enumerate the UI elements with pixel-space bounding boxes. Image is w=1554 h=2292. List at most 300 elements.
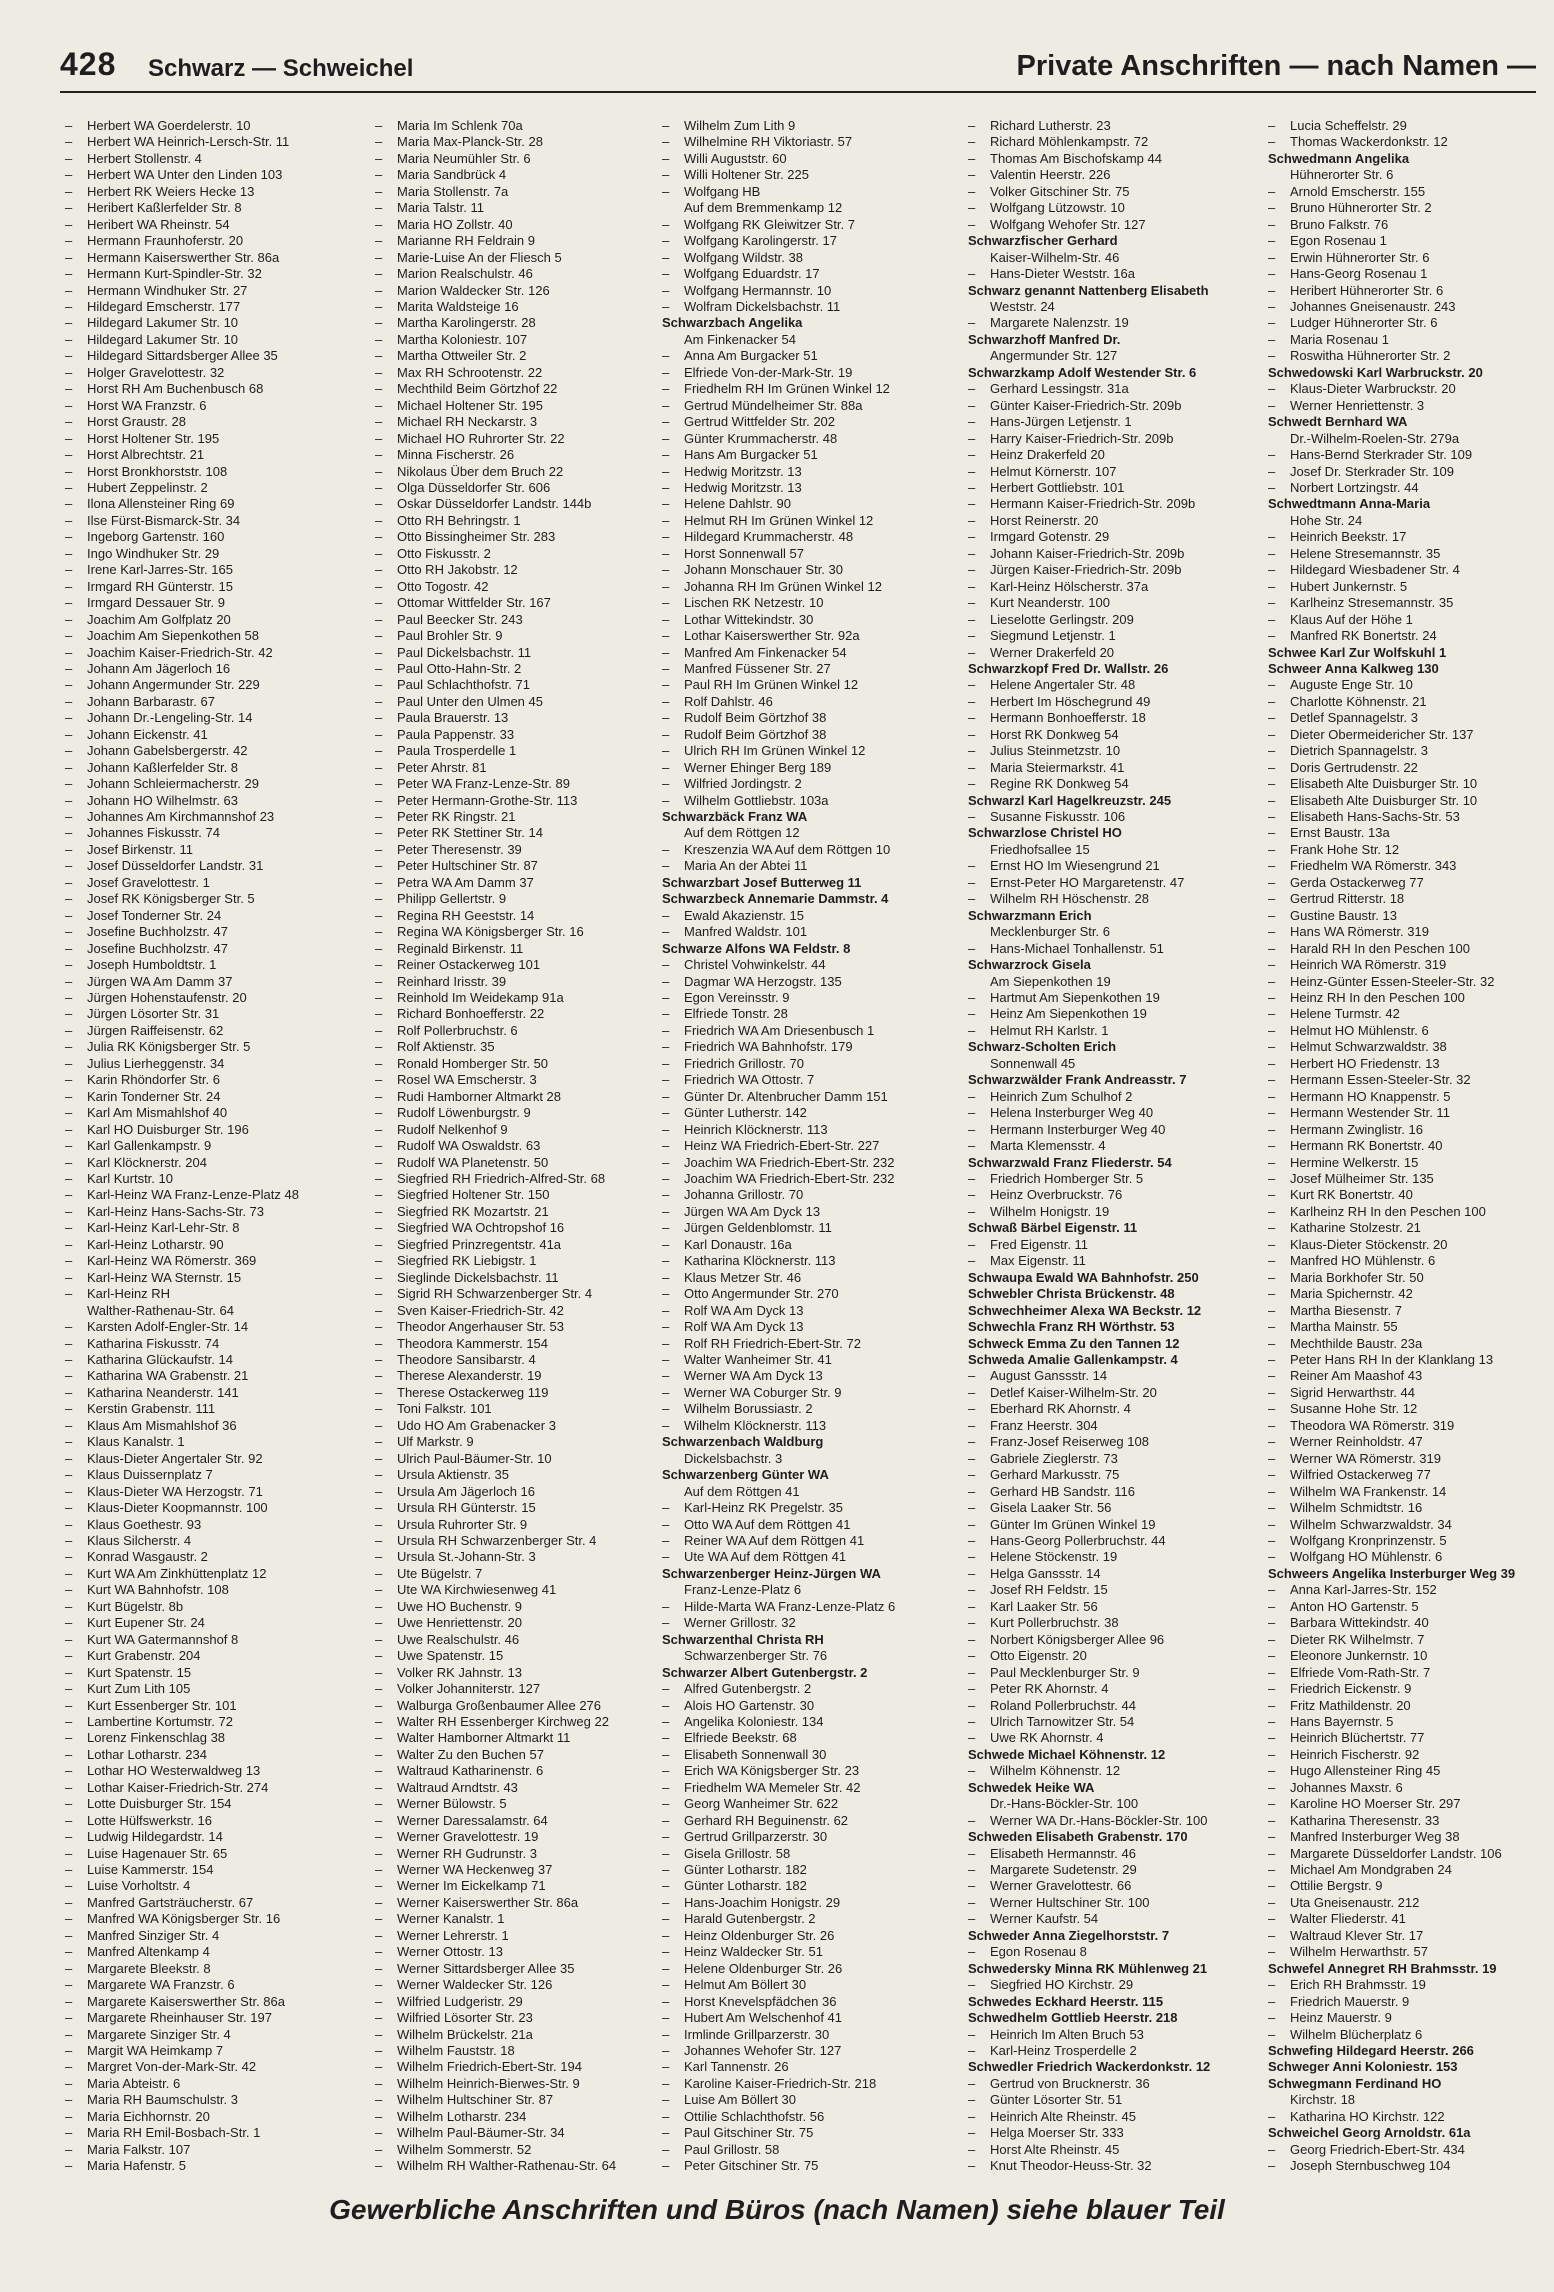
directory-entry: – Horst Alte Rheinstr. 45	[968, 2142, 1253, 2158]
directory-entry: – Ute WA Auf dem Röttgen 41	[662, 1549, 947, 1565]
directory-entry: – Luise Kammerstr. 154	[65, 1862, 350, 1878]
directory-entry: – Herbert Gottliebstr. 101	[968, 480, 1253, 496]
directory-column-2	[375, 118, 660, 2175]
directory-entry: – Regina WA Königsberger Str. 16	[375, 924, 660, 940]
directory-entry: – Josefine Buchholzstr. 47	[65, 924, 350, 940]
directory-entry: – Bruno Falkstr. 76	[1268, 217, 1553, 233]
directory-entry: Schwarze Alfons WA Feldstr. 8	[662, 940, 851, 956]
directory-entry: – Paul Grillostr. 58	[662, 2142, 947, 2158]
directory-entry: – Rolf Dahlstr. 46	[662, 694, 947, 710]
directory-entry: Schwedtmann Anna-Maria	[1268, 496, 1431, 512]
directory-entry: – Werner Ehinger Berg 189	[662, 760, 947, 776]
directory-entry: – Helga Moerser Str. 333	[968, 2125, 1253, 2141]
directory-entry: – Peter Gitschiner Str. 75	[662, 2158, 947, 2174]
directory-entry: – Werner Kaufstr. 54	[968, 1911, 1253, 1927]
directory-entry: – Rudolf Löwenburgstr. 9	[375, 1105, 660, 1121]
directory-entry: Schwarzenberger Str. 76	[684, 1648, 828, 1664]
directory-entry: – Katharina WA Grabenstr. 21	[65, 1368, 350, 1384]
directory-entry: – Theodor Angerhauser Str. 53	[375, 1319, 660, 1335]
directory-entry: – Maria Stollenstr. 7a	[375, 184, 660, 200]
directory-entry: Am Siepenkothen 19	[990, 973, 1111, 989]
directory-entry: – Erich RH Brahmsstr. 19	[1268, 1977, 1553, 1993]
directory-entry: – Lambertine Kortumstr. 72	[65, 1714, 350, 1730]
directory-entry: – Joachim WA Friedrich-Ebert-Str. 232	[662, 1171, 947, 1187]
directory-entry: – Werner WA Am Dyck 13	[662, 1368, 947, 1384]
directory-entry: – Konrad Wasgaustr. 2	[65, 1549, 350, 1565]
directory-entry: – Rolf Aktienstr. 35	[375, 1039, 660, 1055]
directory-entry: Schweger Anni Koloniestr. 153	[1268, 2059, 1458, 2075]
directory-entry: – Johanna Grillostr. 70	[662, 1187, 947, 1203]
directory-entry: Schweder Anna Ziegelhorststr. 7	[968, 1927, 1170, 1943]
directory-entry: – Wilhelm Hultschiner Str. 87	[375, 2092, 660, 2108]
directory-entry: Mecklenburger Str. 6	[990, 924, 1110, 940]
directory-entry: – Maria HO Zollstr. 40	[375, 217, 660, 233]
directory-entry: – Helmut Schwarzwaldstr. 38	[1268, 1039, 1553, 1055]
directory-entry: – Josef Düsseldorfer Landstr. 31	[65, 858, 350, 874]
directory-entry: – Maria Spichernstr. 42	[1268, 1286, 1553, 1302]
directory-entry: – Hermine Welkerstr. 15	[1268, 1155, 1553, 1171]
directory-entry: Schwedmann Angelika	[1268, 150, 1410, 166]
directory-entry: – Werner Kaiserswerther Str. 86a	[375, 1895, 660, 1911]
directory-entry: – Karl Klöcknerstr. 204	[65, 1155, 350, 1171]
directory-entry: – Christel Vohwinkelstr. 44	[662, 957, 947, 973]
directory-entry: – Margit WA Heimkamp 7	[65, 2043, 350, 2059]
directory-entry: – Margarete WA Franzstr. 6	[65, 1977, 350, 1993]
directory-entry: – Paul Beecker Str. 243	[375, 612, 660, 628]
directory-entry: – Johann Dr.-Lengeling-Str. 14	[65, 710, 350, 726]
directory-entry: Weststr. 24	[990, 298, 1055, 314]
directory-entry: – Josefine Buchholzstr. 47	[65, 941, 350, 957]
directory-entry: – Manfred Insterburger Weg 38	[1268, 1829, 1553, 1845]
directory-entry: – Werner WA Heckenweg 37	[375, 1862, 660, 1878]
directory-entry: – Ernst Baustr. 13a	[1268, 825, 1553, 841]
directory-entry: – Kurt WA Bahnhofstr. 108	[65, 1582, 350, 1598]
directory-entry: – Johann HO Wilhelmstr. 63	[65, 793, 350, 809]
directory-entry: – Uwe Spatenstr. 15	[375, 1648, 660, 1664]
directory-entry: – Johannes Fiskusstr. 74	[65, 825, 350, 841]
directory-entry: – Joachim Kaiser-Friedrich-Str. 42	[65, 645, 350, 661]
directory-entry: – Maria RH Baumschulstr. 3	[65, 2092, 350, 2108]
directory-entry: – Wilhelm Sommerstr. 52	[375, 2142, 660, 2158]
directory-entry: – Gertrud Mündelheimer Str. 88a	[662, 398, 947, 414]
directory-entry: – Kurt Pollerbruchstr. 38	[968, 1615, 1253, 1631]
directory-entry: – Wilhelm WA Frankenstr. 14	[1268, 1484, 1553, 1500]
directory-entry: – Max RH Schrootenstr. 22	[375, 365, 660, 381]
directory-entry: – Helene Turmstr. 42	[1268, 1006, 1553, 1022]
directory-entry: – Jürgen WA Am Dyck 13	[662, 1204, 947, 1220]
directory-entry: – Karoline HO Moerser Str. 297	[1268, 1796, 1553, 1812]
directory-entry: – Lothar Kaiser-Friedrich-Str. 274	[65, 1780, 350, 1796]
directory-entry: Schwedt Bernhard WA	[1268, 414, 1408, 430]
directory-entry: – Peter WA Franz-Lenze-Str. 89	[375, 776, 660, 792]
directory-entry: – Kerstin Grabenstr. 111	[65, 1401, 350, 1417]
directory-entry: Schwedhelm Gottlieb Heerstr. 218	[968, 2010, 1178, 2026]
directory-entry: Sonnenwall 45	[990, 1055, 1076, 1071]
directory-entry: – Irmgard RH Günterstr. 15	[65, 579, 350, 595]
directory-entry: – Johann Kaiser-Friedrich-Str. 209b	[968, 546, 1253, 562]
directory-entry: – Werner Drakerfeld 20	[968, 645, 1253, 661]
directory-entry: – Rudolf WA Oswaldstr. 63	[375, 1138, 660, 1154]
directory-entry: – Horst Albrechtstr. 21	[65, 447, 350, 463]
directory-entry: – Heinrich Klöcknerstr. 113	[662, 1122, 947, 1138]
directory-entry: – Oskar Düsseldorfer Landstr. 144b	[375, 496, 660, 512]
directory-entry: – Friedrich Grillostr. 70	[662, 1056, 947, 1072]
directory-entry: – Wilhelm Schmidtstr. 16	[1268, 1500, 1553, 1516]
directory-entry: – Ottilie Bergstr. 9	[1268, 1878, 1553, 1894]
directory-entry: – Johann Gabelsbergerstr. 42	[65, 743, 350, 759]
directory-entry: – Petra WA Am Damm 37	[375, 875, 660, 891]
directory-entry: Schweck Emma Zu den Tannen 12	[968, 1335, 1180, 1351]
directory-entry: – Wolfgang Lützowstr. 10	[968, 200, 1253, 216]
directory-entry: – Marta Klemensstr. 4	[968, 1138, 1253, 1154]
directory-entry: – Siegfried WA Ochtropshof 16	[375, 1220, 660, 1236]
directory-entry: – Manfred Waldstr. 101	[662, 924, 947, 940]
directory-entry: Schwede Michael Köhnenstr. 12	[968, 1746, 1166, 1762]
directory-entry: – Ilse Fürst-Bismarck-Str. 34	[65, 513, 350, 529]
directory-entry: – Hubert Junkernstr. 5	[1268, 579, 1553, 595]
directory-entry: – Minna Fischerstr. 26	[375, 447, 660, 463]
directory-entry: – Peter Hultschiner Str. 87	[375, 858, 660, 874]
directory-entry: – Karoline Kaiser-Friedrich-Str. 218	[662, 2076, 947, 2092]
directory-entry: – Gerhard RH Beguinenstr. 62	[662, 1813, 947, 1829]
directory-entry: – Werner Waldecker Str. 126	[375, 1977, 660, 1993]
directory-entry: – Ernst HO Im Wiesengrund 21	[968, 858, 1253, 874]
directory-entry: – Paul Brohler Str. 9	[375, 628, 660, 644]
directory-entry: – Werner Gravelottestr. 19	[375, 1829, 660, 1845]
directory-entry: – Otto RH Jakobstr. 12	[375, 562, 660, 578]
directory-entry: – Peter RK Ringstr. 21	[375, 809, 660, 825]
directory-entry: – Paul Unter den Ulmen 45	[375, 694, 660, 710]
directory-entry: – Erich WA Königsberger Str. 23	[662, 1763, 947, 1779]
directory-entry: – Rudolf Nelkenhof 9	[375, 1122, 660, 1138]
directory-entry: – Johann Eickenstr. 41	[65, 727, 350, 743]
directory-entry: – Charlotte Köhnenstr. 21	[1268, 694, 1553, 710]
directory-entry: – Werner Hultschiner Str. 100	[968, 1895, 1253, 1911]
directory-entry: – Katharina HO Kirchstr. 122	[1268, 2109, 1553, 2125]
directory-entry: – Wilhelm Lotharstr. 234	[375, 2109, 660, 2125]
directory-entry: – Joachim Am Siepenkothen 58	[65, 628, 350, 644]
directory-entry: – Helga Ganssstr. 14	[968, 1566, 1253, 1582]
directory-entry: – Wilhelmine RH Viktoriastr. 57	[662, 134, 947, 150]
directory-entry: – Philipp Gellertstr. 9	[375, 891, 660, 907]
directory-entry: – Dagmar WA Herzogstr. 135	[662, 974, 947, 990]
directory-entry: – Uwe Henriettenstr. 20	[375, 1615, 660, 1631]
directory-entry: – Susanne Hohe Str. 12	[1268, 1401, 1553, 1417]
directory-entry: – Hermann Windhuker Str. 27	[65, 283, 350, 299]
directory-entry: – Marie-Luise An der Fliesch 5	[375, 250, 660, 266]
directory-entry: Schwarz-Scholten Erich	[968, 1039, 1117, 1055]
directory-entry: Dickelsbachstr. 3	[684, 1450, 783, 1466]
directory-entry: – Heribert Kaßlerfelder Str. 8	[65, 200, 350, 216]
directory-entry: – Volker Gitschiner Str. 75	[968, 184, 1253, 200]
directory-entry: – Ursula Am Jägerloch 16	[375, 1484, 660, 1500]
directory-entry: – Lothar Kaiserswerther Str. 92a	[662, 628, 947, 644]
directory-entry: – Karl Tannenstr. 26	[662, 2059, 947, 2075]
directory-entry: – Otto WA Auf dem Röttgen 41	[662, 1517, 947, 1533]
directory-entry: – Wolfgang Hermannstr. 10	[662, 283, 947, 299]
directory-entry: – Siegmund Letjenstr. 1	[968, 628, 1253, 644]
directory-entry: – Irmgard Gotenstr. 29	[968, 529, 1253, 545]
directory-entry: – Martha Karolingerstr. 28	[375, 315, 660, 331]
directory-entry: – Lothar Wittekindstr. 30	[662, 612, 947, 628]
directory-entry: – Karin Tonderner Str. 24	[65, 1089, 350, 1105]
directory-entry: – Heinz Overbruckstr. 76	[968, 1187, 1253, 1203]
directory-entry: Schweer Anna Kalkweg 130	[1268, 660, 1439, 676]
directory-entry: – Elisabeth Hans-Sachs-Str. 53	[1268, 809, 1553, 825]
directory-column-5	[1268, 118, 1553, 2175]
directory-entry: – Wolfgang Karolingerstr. 17	[662, 233, 947, 249]
directory-entry: – Jürgen Hohenstaufenstr. 20	[65, 990, 350, 1006]
directory-entry: – Hans Bayernstr. 5	[1268, 1714, 1553, 1730]
directory-entry: – Maria Hafenstr. 5	[65, 2158, 350, 2174]
directory-entry: – Ursula Ruhrorter Str. 9	[375, 1517, 660, 1533]
directory-entry: Schwarzmann Erich	[968, 907, 1092, 923]
directory-entry: – Hildegard Krummacherstr. 48	[662, 529, 947, 545]
directory-entry: – Wolfgang Eduardstr. 17	[662, 266, 947, 282]
directory-entry: – Werner Daressalamstr. 64	[375, 1813, 660, 1829]
directory-entry: – Therese Ostackerweg 119	[375, 1385, 660, 1401]
directory-entry: – Hermann Zwinglistr. 16	[1268, 1122, 1553, 1138]
directory-entry: – Anna Am Burgacker 51	[662, 348, 947, 364]
directory-entry: – Marion Realschulstr. 46	[375, 266, 660, 282]
directory-entry: – Elfriede Tonstr. 28	[662, 1006, 947, 1022]
directory-entry: – Elfriede Beekstr. 68	[662, 1730, 947, 1746]
directory-entry: – Johann Schleiermacherstr. 29	[65, 776, 350, 792]
directory-entry: – Ernst-Peter HO Margaretenstr. 47	[968, 875, 1253, 891]
directory-entry: – Frank Hohe Str. 12	[1268, 842, 1553, 858]
directory-entry: – Doris Gertrudenstr. 22	[1268, 760, 1553, 776]
directory-entry: – Heinrich Fischerstr. 92	[1268, 1747, 1553, 1763]
directory-entry: – Paul Gitschiner Str. 75	[662, 2125, 947, 2141]
directory-entry: – Josef RH Feldstr. 15	[968, 1582, 1253, 1598]
directory-entry: – Maria Max-Planck-Str. 28	[375, 134, 660, 150]
directory-entry: Franz-Lenze-Platz 6	[684, 1582, 802, 1598]
directory-entry: – Karl Laaker Str. 56	[968, 1599, 1253, 1615]
directory-entry: – Helene Oldenburger Str. 26	[662, 1961, 947, 1977]
directory-entry: – Heinz Oldenburger Str. 26	[662, 1928, 947, 1944]
directory-entry: – Margret Von-der-Mark-Str. 42	[65, 2059, 350, 2075]
directory-entry: – Heinrich Im Alten Bruch 53	[968, 2027, 1253, 2043]
directory-entry: – Maria Rosenau 1	[1268, 332, 1553, 348]
directory-entry: Kirchstr. 18	[1290, 2092, 1356, 2108]
directory-entry: – Heinz-Günter Essen-Steeler-Str. 32	[1268, 974, 1553, 990]
directory-entry: Schwefing Hildegard Heerstr. 266	[1268, 2043, 1474, 2059]
directory-entry: – Wolfgang Wildstr. 38	[662, 250, 947, 266]
directory-entry: – Johann Kaßlerfelder Str. 8	[65, 760, 350, 776]
directory-entry: – Rudolf Beim Görtzhof 38	[662, 710, 947, 726]
directory-entry: – Werner WA Dr.-Hans-Böckler-Str. 100	[968, 1813, 1253, 1829]
directory-entry: – Karl Kurtstr. 10	[65, 1171, 350, 1187]
directory-entry: – Maria Borkhofer Str. 50	[1268, 1270, 1553, 1286]
directory-entry: – Reinhard Irisstr. 39	[375, 974, 660, 990]
directory-entry: – Kurt RK Bonertstr. 40	[1268, 1187, 1553, 1203]
directory-entry: Schwedes Eckhard Heerstr. 115	[968, 1993, 1164, 2009]
directory-entry: – Lorenz Finkenschlag 38	[65, 1730, 350, 1746]
directory-entry: – Ludwig Hildegardstr. 14	[65, 1829, 350, 1845]
directory-entry: – Dieter Obermeidericher Str. 137	[1268, 727, 1553, 743]
directory-entry: – Volker Johanniterstr. 127	[375, 1681, 660, 1697]
directory-entry: – Ronald Homberger Str. 50	[375, 1056, 660, 1072]
directory-entry: – Eleonore Junkernstr. 10	[1268, 1648, 1553, 1664]
directory-entry: – Maria Falkstr. 107	[65, 2142, 350, 2158]
directory-entry: – Rolf RH Friedrich-Ebert-Str. 72	[662, 1336, 947, 1352]
directory-entry: Schwarz genannt Nattenberg Elisabeth	[968, 282, 1209, 298]
directory-entry: – Helmut HO Mühlenstr. 6	[1268, 1023, 1553, 1039]
directory-entry: Schwechla Franz RH Wörthstr. 53	[968, 1319, 1175, 1335]
directory-entry: – Rudolf Beim Görtzhof 38	[662, 727, 947, 743]
directory-entry: – Hermann Kaiserswerther Str. 86a	[65, 250, 350, 266]
directory-entry: – Gisela Grillostr. 58	[662, 1846, 947, 1862]
directory-entry: – Sieglinde Dickelsbachstr. 11	[375, 1270, 660, 1286]
directory-entry: – Theodora Kammerstr. 154	[375, 1336, 660, 1352]
directory-entry: – Anton HO Gartenstr. 5	[1268, 1599, 1553, 1615]
directory-entry: – Johannes Wehofer Str. 127	[662, 2043, 947, 2059]
directory-entry: – Ewald Akazienstr. 15	[662, 908, 947, 924]
directory-entry: – Johann Barbarastr. 67	[65, 694, 350, 710]
directory-entry: – Klaus-Dieter Angertaler Str. 92	[65, 1451, 350, 1467]
directory-entry: – Hildegard Lakumer Str. 10	[65, 315, 350, 331]
directory-entry: Schwarzenberger Heinz-Jürgen WA	[662, 1565, 881, 1581]
directory-entry: – Ursula St.-Johann-Str. 3	[375, 1549, 660, 1565]
directory-entry: – Kurt WA Gatermannshof 8	[65, 1632, 350, 1648]
directory-entry: Schwaupa Ewald WA Bahnhofstr. 250	[968, 1269, 1199, 1285]
directory-entry: Schwarzkopf Fred Dr. Wallstr. 26	[968, 660, 1169, 676]
directory-entry: – Lieselotte Gerlingstr. 209	[968, 612, 1253, 628]
directory-entry: – Karlheinz RH In den Peschen 100	[1268, 1204, 1553, 1220]
directory-entry: – Jürgen Lösorter Str. 31	[65, 1006, 350, 1022]
directory-entry: – Rudi Hamborner Altmarkt 28	[375, 1089, 660, 1105]
directory-entry: – Paul Dickelsbachstr. 11	[375, 645, 660, 661]
directory-entry: Schwebler Christa Brückenstr. 48	[968, 1286, 1175, 1302]
directory-entry: – Jürgen Raiffeisenstr. 62	[65, 1023, 350, 1039]
directory-entry: – Reiner Am Maashof 43	[1268, 1368, 1553, 1384]
directory-entry: – Reiner WA Auf dem Röttgen 41	[662, 1533, 947, 1549]
directory-entry: – Wolfgang HB	[662, 184, 947, 200]
directory-entry: – Elisabeth Alte Duisburger Str. 10	[1268, 776, 1553, 792]
directory-entry: – Heribert WA Rheinstr. 54	[65, 217, 350, 233]
directory-entry: – Manfred Altenkamp 4	[65, 1944, 350, 1960]
directory-entry: – Kurt Eupener Str. 24	[65, 1615, 350, 1631]
directory-entry: – Rolf Pollerbruchstr. 6	[375, 1023, 660, 1039]
directory-entry: – Margarete Bleekstr. 8	[65, 1961, 350, 1977]
directory-entry: – Dieter RK Wilhelmstr. 7	[1268, 1632, 1553, 1648]
directory-entry: – Irmgard Dessauer Str. 9	[65, 595, 350, 611]
directory-entry: – Walter Zu den Buchen 57	[375, 1747, 660, 1763]
directory-entry: Schwefel Annegret RH Brahmsstr. 19	[1268, 1960, 1497, 1976]
directory-entry: – Kurt Neanderstr. 100	[968, 595, 1253, 611]
directory-entry: – Therese Alexanderstr. 19	[375, 1368, 660, 1384]
directory-entry: – Lotte Duisburger Str. 154	[65, 1796, 350, 1812]
directory-entry: – Helene Stöckenstr. 19	[968, 1549, 1253, 1565]
directory-entry: – Otto Bissingheimer Str. 283	[375, 529, 660, 545]
directory-entry: – Ingo Windhuker Str. 29	[65, 546, 350, 562]
directory-entry: – Anna Karl-Jarres-Str. 152	[1268, 1582, 1553, 1598]
directory-entry: – Werner Sittardsberger Allee 35	[375, 1961, 660, 1977]
directory-entry: – Karl HO Duisburger Str. 196	[65, 1122, 350, 1138]
directory-entry: – Herbert Im Höschegrund 49	[968, 694, 1253, 710]
directory-entry: Schwarzfischer Gerhard	[968, 233, 1118, 249]
directory-entry: – Werner RH Gudrunstr. 3	[375, 1846, 660, 1862]
directory-entry: – Helene Dahlstr. 90	[662, 496, 947, 512]
directory-entry: – Joachim Am Golfplatz 20	[65, 612, 350, 628]
directory-entry: – Margarete Kaiserswerther Str. 86a	[65, 1994, 350, 2010]
directory-entry: – Heinz Mauerstr. 9	[1268, 2010, 1553, 2026]
directory-entry: – Johannes Gneisenaustr. 243	[1268, 299, 1553, 315]
directory-entry: – Ursula Aktienstr. 35	[375, 1467, 660, 1483]
directory-entry: – Waltraud Katharinenstr. 6	[375, 1763, 660, 1779]
directory-entry: – Mechthilde Baustr. 23a	[1268, 1336, 1553, 1352]
directory-entry: – Hedwig Moritzstr. 13	[662, 480, 947, 496]
directory-entry: – Luise Vorholtstr. 4	[65, 1878, 350, 1894]
directory-entry: – Hans-Georg Rosenau 1	[1268, 266, 1553, 282]
directory-entry: – Klaus Metzer Str. 46	[662, 1270, 947, 1286]
directory-entry: – Karl-Heinz RH	[65, 1286, 350, 1302]
directory-entry: – Uwe Realschulstr. 46	[375, 1632, 660, 1648]
directory-entry: – Hubert Am Welschenhof 41	[662, 2010, 947, 2026]
directory-entry: – Gerhard Lessingstr. 31a	[968, 381, 1253, 397]
directory-entry: – Walter RH Essenberger Kirchweg 22	[375, 1714, 660, 1730]
directory-entry: – Ursula RH Günterstr. 15	[375, 1500, 660, 1516]
directory-entry: – Kurt Bügelstr. 8b	[65, 1599, 350, 1615]
directory-entry: – Hermann Bonhoefferstr. 18	[968, 710, 1253, 726]
directory-entry: – Alois HO Gartenstr. 30	[662, 1698, 947, 1714]
directory-entry: – Ute Bügelstr. 7	[375, 1566, 660, 1582]
directory-entry: – Maria Sandbrück 4	[375, 167, 660, 183]
directory-entry: Schwarzer Albert Gutenbergstr. 2	[662, 1664, 868, 1680]
directory-entry: – Helene Stresemannstr. 35	[1268, 546, 1553, 562]
directory-entry: – Michael Holtener Str. 195	[375, 398, 660, 414]
directory-entry: – Rolf WA Am Dyck 13	[662, 1319, 947, 1335]
directory-entry: – Franz Heerstr. 304	[968, 1418, 1253, 1434]
directory-entry: – Walter Fliederstr. 41	[1268, 1911, 1553, 1927]
directory-entry: – Luise Hagenauer Str. 65	[65, 1846, 350, 1862]
directory-entry: – Ludger Hühnerorter Str. 6	[1268, 315, 1553, 331]
directory-entry: – Wolfram Dickelsbachstr. 11	[662, 299, 947, 315]
directory-entry: – Heinz WA Friedrich-Ebert-Str. 227	[662, 1138, 947, 1154]
directory-entry: – Heinrich Zum Schulhof 2	[968, 1089, 1253, 1105]
directory-entry: – Katharina Theresenstr. 33	[1268, 1813, 1553, 1829]
directory-entry: – Gustine Baustr. 13	[1268, 908, 1553, 924]
directory-entry: – Susanne Fiskusstr. 106	[968, 809, 1253, 825]
directory-entry: – Hans-Bernd Sterkrader Str. 109	[1268, 447, 1553, 463]
directory-entry: – Katharina Klöcknerstr. 113	[662, 1253, 947, 1269]
directory-entry: – Julius Steinmetzstr. 10	[968, 743, 1253, 759]
directory-entry: Schwarzbart Josef Butterweg 11	[662, 874, 862, 890]
directory-entry: – Paul Schlachthofstr. 71	[375, 677, 660, 693]
directory-entry: – Werner Reinholdstr. 47	[1268, 1434, 1553, 1450]
directory-entry: – Ulrich Tarnowitzer Str. 54	[968, 1714, 1253, 1730]
directory-entry: – Barbara Wittekindstr. 40	[1268, 1615, 1553, 1631]
directory-entry: – Norbert Lortzingstr. 44	[1268, 480, 1553, 496]
directory-entry: – Karl-Heinz Karl-Lehr-Str. 8	[65, 1220, 350, 1236]
directory-entry: – Friedhelm WA Memeler Str. 42	[662, 1780, 947, 1796]
directory-entry: – Herbert WA Goerdelerstr. 10	[65, 118, 350, 134]
directory-entry: – Paula Brauerstr. 13	[375, 710, 660, 726]
directory-entry: – Paul RH Im Grünen Winkel 12	[662, 677, 947, 693]
directory-entry: – Reginald Birkenstr. 11	[375, 941, 660, 957]
directory-entry: – Hubert Zeppelinstr. 2	[65, 480, 350, 496]
directory-entry: Schwarzenberg Günter WA	[662, 1467, 829, 1483]
directory-entry: – Wilhelm Heinrich-Bierwes-Str. 9	[375, 2076, 660, 2092]
directory-entry: – Theodore Sansibarstr. 4	[375, 1352, 660, 1368]
directory-entry: – Ingeborg Gartenstr. 160	[65, 529, 350, 545]
directory-entry: – Heinz Drakerfeld 20	[968, 447, 1253, 463]
directory-entry: – Olga Düsseldorfer Str. 606	[375, 480, 660, 496]
directory-entry: – Eberhard RK Ahornstr. 4	[968, 1401, 1253, 1417]
directory-entry: – Hans-Dieter Weststr. 16a	[968, 266, 1253, 282]
directory-entry: – Hilde-Marta WA Franz-Lenze-Platz 6	[662, 1599, 947, 1615]
directory-entry: – Joachim WA Friedrich-Ebert-Str. 232	[662, 1155, 947, 1171]
